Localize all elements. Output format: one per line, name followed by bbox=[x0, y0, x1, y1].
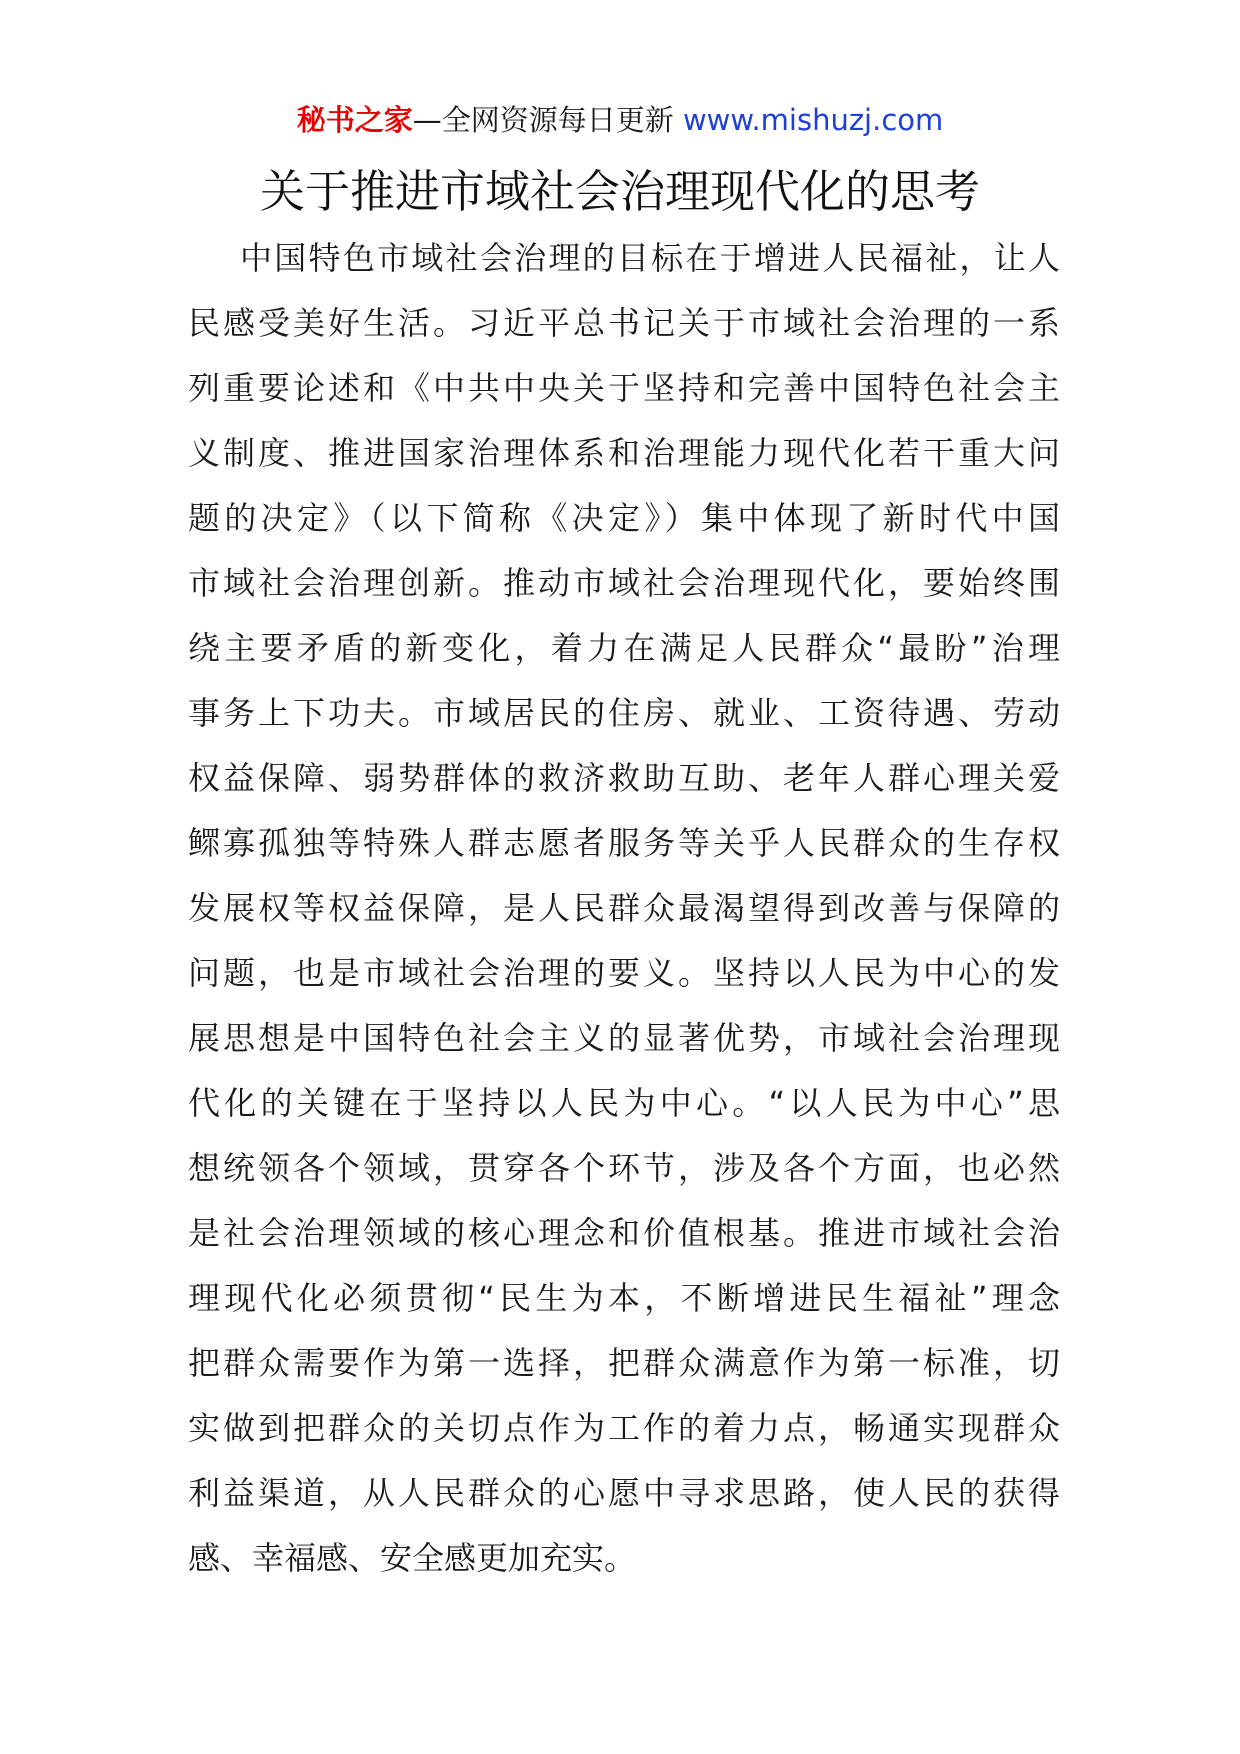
body-line: 问题，也是市域社会治理的要义。坚持以人民为中心的发 bbox=[188, 954, 1060, 992]
body-line: 绕主要矛盾的新变化，着力在满足人民群众“最盼”治理 bbox=[188, 629, 1060, 667]
body-line: 代化的关键在于坚持以人民为中心。“以人民为中心”思 bbox=[188, 1084, 1060, 1122]
body-line: 想统领各个领域，贯穿各个环节，涉及各个方面，也必然 bbox=[188, 1149, 1060, 1187]
document-title: 关于推进市域社会治理现代化的思考 bbox=[259, 165, 980, 218]
site-header bbox=[0, 100, 1240, 140]
body-line: 义制度、推进国家治理体系和治理能力现代化若干重大问 bbox=[188, 434, 1060, 472]
body-line: 理现代化必须贯彻“民生为本，不断增进民生福祉”理念 bbox=[188, 1279, 1060, 1317]
site-tagline: —全网资源每日更新 bbox=[412, 103, 674, 137]
site-url-link[interactable]: www.mishuzj.com bbox=[682, 103, 944, 137]
body-line: 鳏寡孤独等特殊人群志愿者服务等关乎人民群众的生存权 bbox=[188, 824, 1060, 862]
site-brand: 秘书之家 bbox=[296, 103, 413, 137]
body-line: 中国特色市域社会治理的目标在于增进人民福祉，让人 bbox=[240, 239, 1060, 277]
body-line: 题的决定》（以下简称《决定》）集中体现了新时代中国 bbox=[188, 499, 1060, 537]
body-line: 事务上下功夫。市域居民的住房、就业、工资待遇、劳动 bbox=[188, 694, 1060, 732]
body-line: 是社会治理领域的核心理念和价值根基。推进市域社会治 bbox=[188, 1214, 1060, 1252]
body-line: 权益保障、弱势群体的救济救助互助、老年人群心理关爱 bbox=[188, 759, 1060, 797]
body-line: 把群众需要作为第一选择，把群众满意作为第一标准，切 bbox=[188, 1344, 1060, 1382]
body-line: 展思想是中国特色社会主义的显著优势，市域社会治理现 bbox=[188, 1019, 1060, 1057]
body-line: 感、幸福感、安全感更加充实。 bbox=[188, 1539, 637, 1577]
body-line: 列重要论述和《中共中央关于坚持和完善中国特色社会主 bbox=[188, 369, 1060, 407]
body-line: 民感受美好生活。习近平总书记关于市域社会治理的一系 bbox=[188, 304, 1060, 342]
body-line: 实做到把群众的关切点作为工作的着力点，畅通实现群众 bbox=[188, 1409, 1060, 1447]
body-line: 市域社会治理创新。推动市域社会治理现代化，要始终围 bbox=[188, 564, 1060, 602]
document-body bbox=[188, 226, 1060, 1591]
body-line: 利益渠道，从人民群众的心愿中寻求思路，使人民的获得 bbox=[188, 1474, 1060, 1512]
body-line: 发展权等权益保障，是人民群众最渴望得到改善与保障的 bbox=[188, 889, 1060, 927]
